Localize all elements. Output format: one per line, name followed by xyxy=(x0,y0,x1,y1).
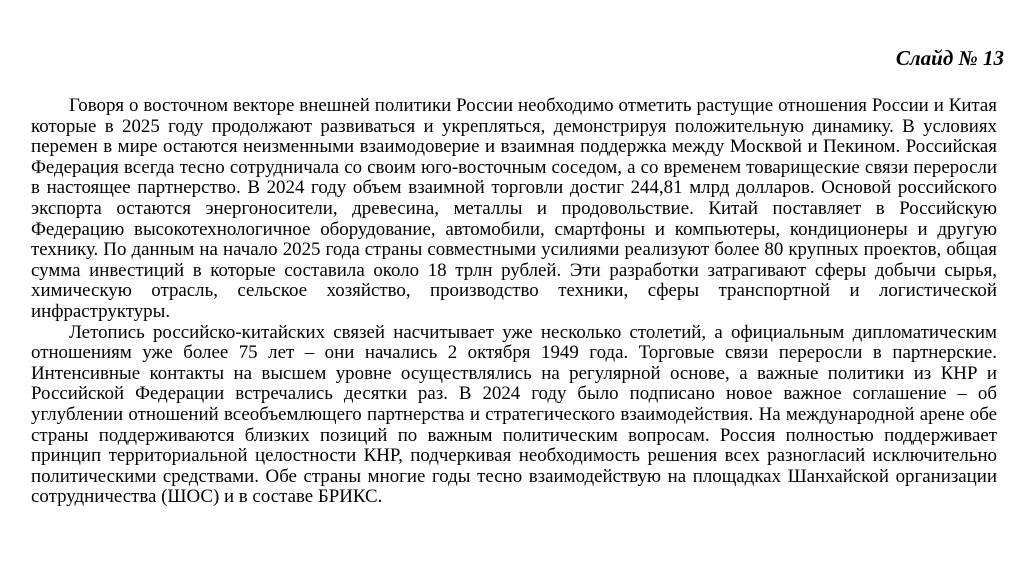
paragraph-history-of-relations: Летопись российско-китайских связей насчитывает уже несколько столетий, а официальным дипломатическим отношениям уже более 75 лет – они начались 2 октября 1949 года. Торговые связи переросли в партнерские. Интенсивные контакты на высшем уровне осуществлялись на регулярной основе, а важные политики из КНР и Российской Федерации встречались десятки раз. В 2024 году было подписано новое важное соглашение – об углублении отношений всеобъемлющего партнерства и стратегического взаимодействия. На международной арене обе страны поддерживаются близких позиций по важным политическим вопросам. Россия полностью поддерживает принцип территориальной целостности КНР, подчеркивая необходимость решения всех разногласий исключительно политическими средствами. Обе страны многие годы тесно взаимодействую на площадках Шанхайской организации сотрудничества (ШОС) и в составе БРИКС. xyxy=(31,321,997,508)
slide-number: Слайд № 13 xyxy=(895,46,1004,70)
paragraph-russia-china-relations: Говоря о восточном векторе внешней политики России необходимо отметить растущие отношения России и Китая которые в 2025 году продолжают развиваться и укрепляться, демонстрируя положительную динамику. В условиях перемен в мире остаются неизменными взаимодоверие и взаимная поддержка между Москвой и Пекином. Российская Федерация всегда тесно сотрудничала со своим юго-восточным соседом, а со временем товарищеские связи переросли в настоящее партнерство. В 2024 году объем взаимной торговли достиг 244,81 млрд долларов. Основой российского экспорта остаются энергоносители, древесина, металлы и продовольствие. Китай поставляет в Российскую Федерацию высокотехнологичное оборудование, автомобили, смартфоны и компьютеры, кондиционеры и другую технику. По данным на начало 2025 года страны совместными усилиями реализуют более 80 крупных проектов, общая сумма инвестиций в которые составила около 18 трлн рублей. Эти разработки затрагивают сферы добычи сырья, химическую отрасль, сельское хозяйство, производство техники, сферы транспортной и логистической инфраструктуры. xyxy=(31,95,997,322)
slide-body-text xyxy=(31,96,997,508)
